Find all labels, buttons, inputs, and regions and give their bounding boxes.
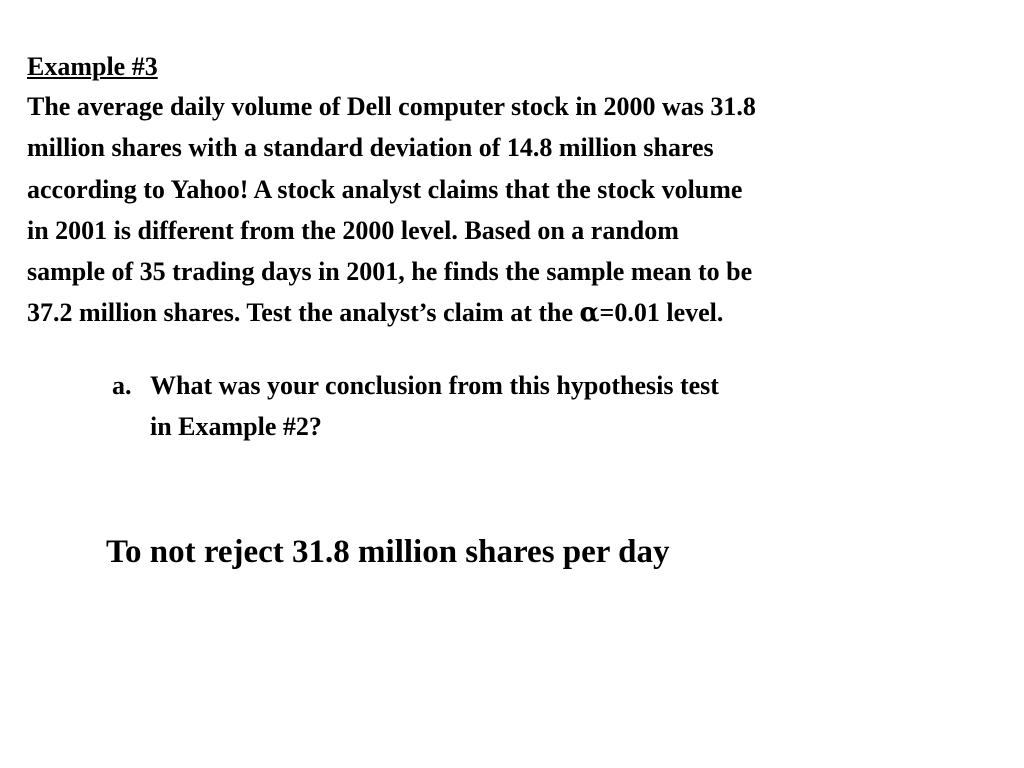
question-line-1: What was your conclusion from this hypothesis test: [150, 371, 719, 400]
example-title: Example #3: [27, 52, 158, 81]
question-line-2: in Example #2?: [150, 412, 322, 441]
problem-line-6-end: =0.01 level.: [599, 298, 724, 328]
problem-line-4: in 2001 is different from the 2000 level. Based on a random: [27, 215, 679, 245]
question-text: [150, 365, 719, 447]
question-marker: a.: [112, 371, 132, 400]
problem-line-1: The average daily volume of Dell computer stock in 2000 was 31.8: [27, 92, 756, 121]
problem-line-6-start: 37.2 million shares. Test the analyst’s claim at the: [27, 298, 580, 328]
problem-line-6: [27, 292, 1017, 334]
problem-line-5: sample of 35 trading days in 2001, he finds the sample mean to be: [27, 257, 753, 287]
alpha-symbol: α: [579, 298, 600, 329]
problem-line-3: according to Yahoo! A stock analyst claims that the stock volume: [27, 174, 743, 204]
problem-line-2: million shares with a standard deviation of 14.8 million shares: [27, 133, 714, 163]
answer-text: To not reject 31.8 million shares per day: [106, 534, 670, 570]
problem-statement: [27, 86, 1017, 335]
